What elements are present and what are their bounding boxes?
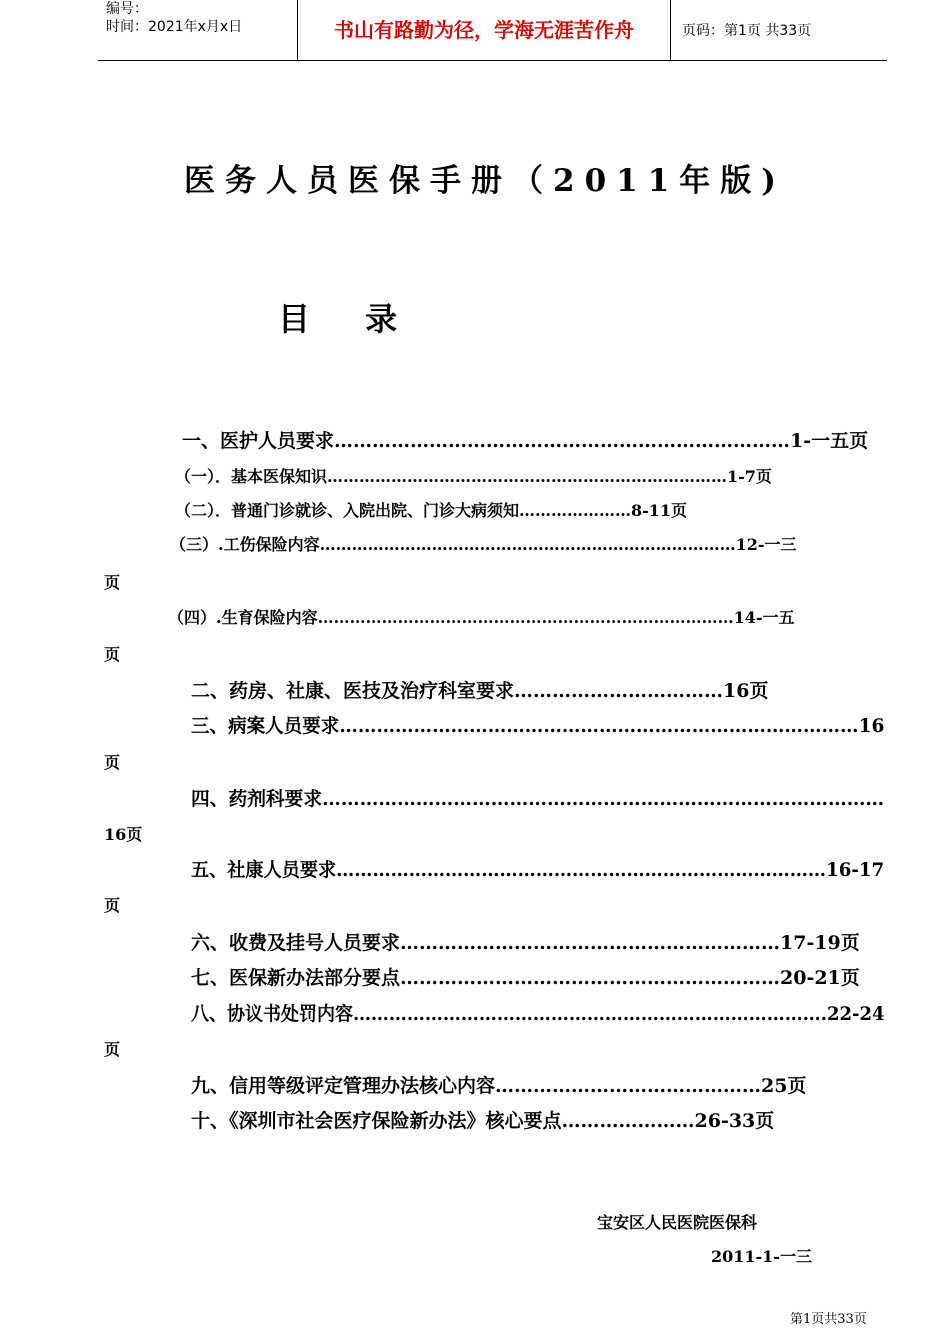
toc-entry-2: 二、药房、社康、医技及治疗科室要求……………………………16页 [191, 680, 769, 702]
toc-entry-10: 十、《深圳市社会医疗保险新办法》核心要点…………………26-33页 [191, 1110, 775, 1132]
toc-entry-8-wrap: 页 [104, 1040, 121, 1059]
toc-entry-1-4: （四）.生育保险内容……………………………………………………………………14-一五 [168, 608, 795, 627]
header-number-label: 编号： [106, 1, 148, 17]
header-motto: 书山有路勤为径，学海无涯苦作舟 [334, 18, 634, 42]
toc-entry-5-wrap: 页 [104, 896, 121, 915]
toc-entry-3-wrap: 页 [104, 753, 121, 772]
toc-entry-1-2: （二）．普通门诊就诊、入院出院、门诊大病须知…………………8-11页 [175, 501, 688, 520]
toc-entry-4-wrap: 16页 [104, 825, 143, 844]
toc-entry-1: 一、医护人员要求………………………………………………………………1-一五页 [182, 430, 869, 452]
page-footer: 第1页共33页 [790, 1312, 867, 1327]
toc-entry-1-3: （三）.工伤保险内容……………………………………………………………………12-一三 [170, 535, 797, 554]
toc-entry-6: 六、收费及挂号人员要求……………………………………………………17-19页 [191, 932, 860, 954]
toc-entry-1-4-wrap: 页 [104, 645, 121, 664]
header-divider [670, 0, 671, 60]
header-meta-cell [98, 0, 298, 60]
page-header [98, 0, 887, 61]
toc-heading: 目 录 [278, 300, 420, 338]
signature-org: 宝安区人民医院医保科 [597, 1213, 758, 1232]
document-title: 医务人员医保手册（2011年版) [184, 163, 786, 199]
toc-entry-1-1: （一）．基本医保知识…………………………………………………………………1-7页 [175, 467, 772, 486]
signature-date: 2011-1-一三 [711, 1247, 812, 1266]
toc-entry-4: 四、药剂科要求……………………………………………………………………………… [191, 788, 885, 810]
header-time-label: 时间：2021年x月x日 [106, 19, 243, 35]
toc-entry-5: 五、社康人员要求………………………………………………………………………16-17 [191, 859, 885, 881]
toc-entry-7: 七、医保新办法部分要点……………………………………………………20-21页 [191, 967, 860, 989]
toc-entry-9: 九、信用等级评定管理办法核心内容……………………………………25页 [191, 1075, 807, 1097]
toc-entry-1-3-wrap: 页 [104, 573, 121, 592]
toc-entry-8: 八、协议书处罚内容…………………………………………………………………….22-24 [191, 1003, 885, 1025]
header-page-info: 页码：第1页 共33页 [682, 23, 812, 39]
toc-entry-3: 三、病案人员要求…………………………………………………………………………16 [191, 715, 885, 737]
